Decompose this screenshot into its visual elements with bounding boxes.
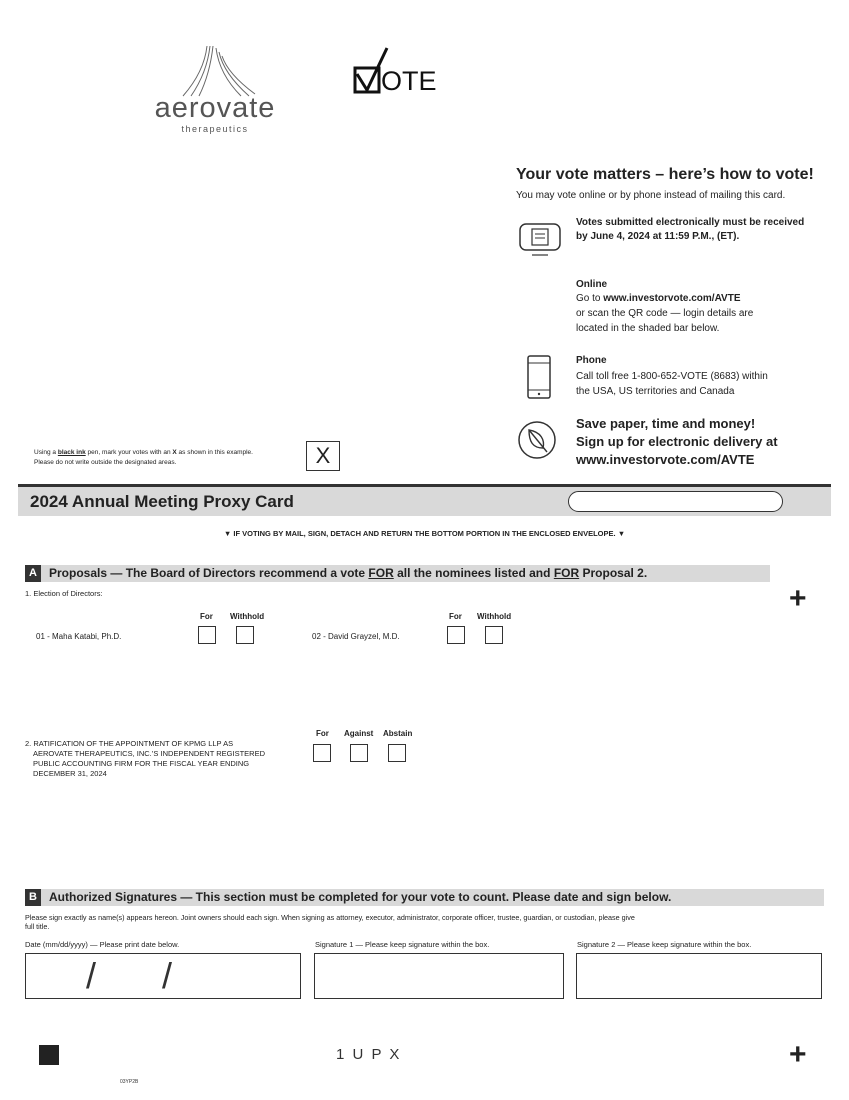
sig2-label: Signature 2 — Please keep signature within the box. [577,940,752,949]
mail-instruction: ▼ IF VOTING BY MAIL, SIGN, DETACH AND RETURN THE BOTTOM PORTION IN THE ENCLOSED ENVELOPE. ▼ [223,529,626,538]
plus-mark-bottom: + [789,1038,807,1071]
sig1-label: Signature 1 — Please keep signature within the box. [315,940,490,949]
example-mark-box [306,441,340,471]
logo-name: aerovate [154,92,276,124]
n2-withhold-header: Withhold [477,612,512,621]
paper-line1: Save paper, time and money! [576,416,756,431]
control-number-field[interactable] [568,491,783,512]
vote-logo-text: OTE [381,66,437,96]
proposal1-label: 1. Election of Directors: [25,589,103,598]
leaf-icon [517,420,557,460]
online-line1 [576,293,741,304]
vote-subline: You may vote online or by phone instead of mailing this card. [516,190,786,201]
p2-against-header: Against [344,729,374,738]
paper-url-link[interactable]: www.investorvote.com/AVTE [576,452,755,467]
nominee2-withhold-checkbox[interactable] [485,626,503,644]
aerovate-logo [145,42,285,137]
vote-headline: Your vote matters – here’s how to vote! [516,166,814,183]
proposal2-abstain-checkbox[interactable] [388,744,406,762]
proposal2-against-checkbox[interactable] [350,744,368,762]
p2-for-header: For [316,729,329,738]
n1-withhold-header: Withhold [230,612,265,621]
online-prefix: Go to [576,293,604,304]
section-b-header [25,889,824,906]
instructions-line1: Using a black ink pen, mark your votes with an X as shown in this example. [34,449,253,456]
date-label: Date (mm/dd/yyyy) — Please print date below. [25,940,180,949]
form-id: 03YP2B [120,1079,139,1085]
section-b-title: Authorized Signatures — This section must be completed for your vote to count. Please date and sign below. [49,890,672,904]
vote-deadline: Votes submitted electronically must be received by June 4, 2024 at 11:59 P.M., (ET). [576,217,805,242]
online-url-link[interactable]: www.investorvote.com/AVTE [603,293,741,304]
vote-logo [353,46,443,96]
footer-square-mark [39,1045,59,1065]
online-line2: or scan the QR code — login details are [576,308,754,319]
logo-tagline: therapeutics [181,124,249,134]
paper-line2: Sign up for electronic delivery at [576,434,778,449]
section-b-note: Please sign exactly as name(s) appears hereon. Joint owners should each sign. When signing as attorney, executor, administrator, corporate officer, trustee, guardian, or custodian, please give full title. [25,913,635,931]
black-ink-link: black ink [57,449,86,456]
n2-for-header: For [449,612,462,621]
plus-mark-top: + [789,582,807,615]
footer-code: 1 U P X [336,1046,402,1063]
nominee1-name: 01 - Maha Katabi, Ph.D. [36,632,122,641]
proposal2-text: 2. RATIFICATION OF THE APPOINTMENT OF KPMG LLP AS AEROVATE THERAPEUTICS, INC.’S INDEPENDENT REGISTERED PUBLIC ACCOUNTING FIRM FOR THE FISCAL YEAR ENDING DECEMBER 31, 2024 [25,739,265,778]
nominee1-for-checkbox[interactable] [198,626,216,644]
phone-line2: the USA, US territories and Canada [576,386,735,397]
section-b-letter: B [25,889,41,906]
phone-icon [526,354,552,400]
instructions-line2: Please do not write outside the designated areas. [34,459,177,466]
nominee1-withhold-checkbox[interactable] [236,626,254,644]
p2-abstain-header: Abstain [383,729,413,738]
phone-title: Phone [576,355,607,366]
n1-for-header: For [200,612,213,621]
section-a-header [25,565,770,582]
section-a-title: Proposals — The Board of Directors recommend a vote FOR all the nominees listed and FOR Proposal 2. [49,566,648,580]
card-title-bar [18,484,831,516]
online-title: Online [576,279,608,290]
phone-line1: Call toll free 1-800-652-VOTE (8683) within [576,371,768,382]
date-separator-2: / [162,955,173,996]
computer-icon [518,222,562,258]
online-line3: located in the shaded bar below. [576,323,720,334]
date-separator-1: / [86,955,97,996]
signature2-box[interactable] [576,953,822,999]
card-title: 2024 Annual Meeting Proxy Card [30,492,294,511]
example-mark: X [315,443,331,468]
date-input-box[interactable] [25,953,301,999]
nominee2-for-checkbox[interactable] [447,626,465,644]
section-a-letter: A [25,565,41,582]
nominee2-name: 02 - David Grayzel, M.D. [312,632,400,641]
signature1-box[interactable] [314,953,564,999]
proposal2-for-checkbox[interactable] [313,744,331,762]
